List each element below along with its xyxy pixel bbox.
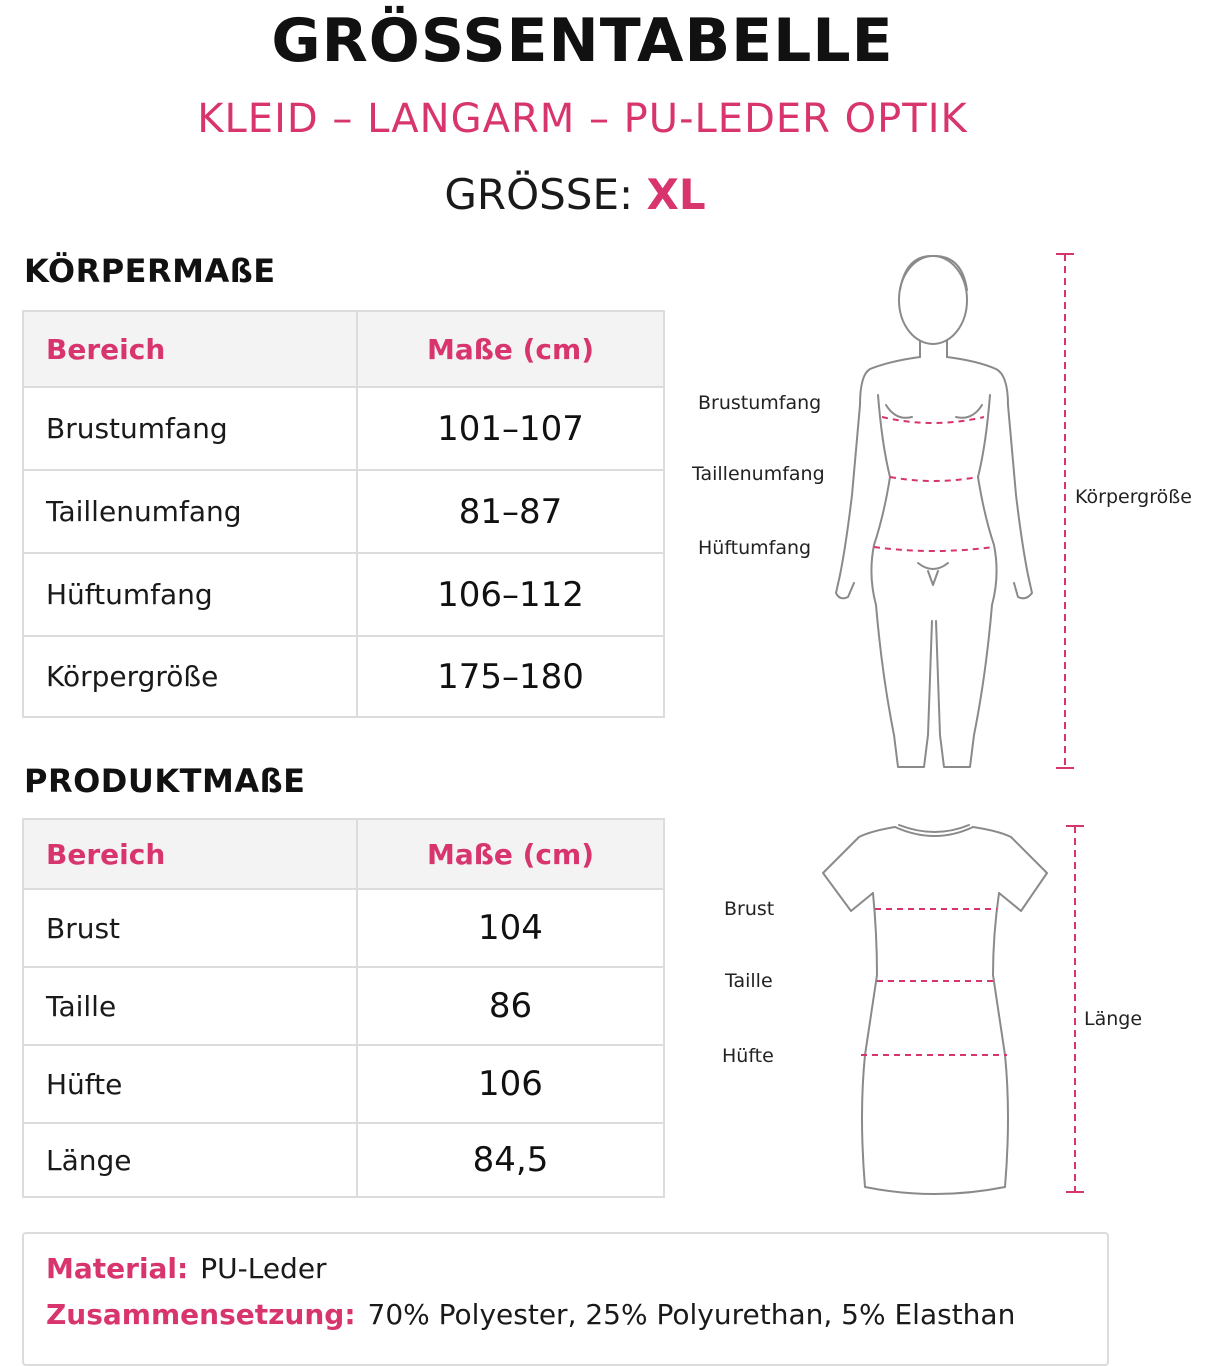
row-value: 175–180 xyxy=(357,636,664,717)
body-height-measure-line xyxy=(1050,250,1080,775)
dress-illustration xyxy=(815,815,1055,1205)
product-measurements-table xyxy=(22,818,665,1198)
dress-chest-label: Brust xyxy=(724,898,775,920)
product-subtitle: KLEID – LANGARM – PU-LEDER OPTIK xyxy=(197,96,968,142)
material-info-box xyxy=(22,1232,1109,1366)
product-measurements-heading: PRODUKTMAßE xyxy=(24,762,306,800)
body-measurements-table xyxy=(22,310,665,718)
size-label: GRÖSSE: xyxy=(444,170,634,219)
table-row xyxy=(23,470,664,553)
page-title: GRÖSSENTABELLE xyxy=(271,6,894,76)
composition-line xyxy=(46,1298,1015,1331)
dress-length-label: Länge xyxy=(1084,1008,1143,1030)
size-line xyxy=(0,170,1150,219)
body-chest-label: Brustumfang xyxy=(698,392,822,414)
body-height-label: Körpergröße xyxy=(1075,486,1192,508)
body-waist-label: Taillenumfang xyxy=(692,463,825,485)
table-row xyxy=(23,1123,664,1197)
row-area: Körpergröße xyxy=(23,636,357,717)
table-header-row xyxy=(23,819,664,889)
row-value: 106 xyxy=(357,1045,664,1123)
row-value: 81–87 xyxy=(357,470,664,553)
row-value: 106–112 xyxy=(357,553,664,636)
column-header-area: Bereich xyxy=(23,819,357,889)
dress-waist-label: Taille xyxy=(725,970,773,992)
body-measurements-heading: KÖRPERMAßE xyxy=(24,252,276,290)
table-row xyxy=(23,387,664,470)
row-value: 101–107 xyxy=(357,387,664,470)
row-value: 104 xyxy=(357,889,664,967)
row-area: Hüfte xyxy=(23,1045,357,1123)
row-area: Taille xyxy=(23,967,357,1045)
dress-hip-label: Hüfte xyxy=(722,1045,774,1067)
row-area: Brust xyxy=(23,889,357,967)
column-header-area: Bereich xyxy=(23,311,357,387)
row-area: Länge xyxy=(23,1123,357,1197)
material-value: PU-Leder xyxy=(200,1252,327,1285)
table-row xyxy=(23,1045,664,1123)
row-value: 84,5 xyxy=(357,1123,664,1197)
table-row xyxy=(23,636,664,717)
row-value: 86 xyxy=(357,967,664,1045)
column-header-value: Maße (cm) xyxy=(357,819,664,889)
material-line xyxy=(46,1252,327,1285)
composition-label: Zusammensetzung: xyxy=(46,1298,356,1331)
column-header-value: Maße (cm) xyxy=(357,311,664,387)
size-value: XL xyxy=(646,170,706,219)
composition-value: 70% Polyester, 25% Polyurethan, 5% Elasthan xyxy=(367,1298,1016,1331)
row-area: Hüftumfang xyxy=(23,553,357,636)
body-hip-label: Hüftumfang xyxy=(698,537,812,559)
row-area: Taillenumfang xyxy=(23,470,357,553)
material-label: Material: xyxy=(46,1252,189,1285)
row-area: Brustumfang xyxy=(23,387,357,470)
body-figure-illustration xyxy=(820,245,1050,775)
table-row xyxy=(23,553,664,636)
table-row xyxy=(23,889,664,967)
table-row xyxy=(23,967,664,1045)
table-header-row xyxy=(23,311,664,387)
